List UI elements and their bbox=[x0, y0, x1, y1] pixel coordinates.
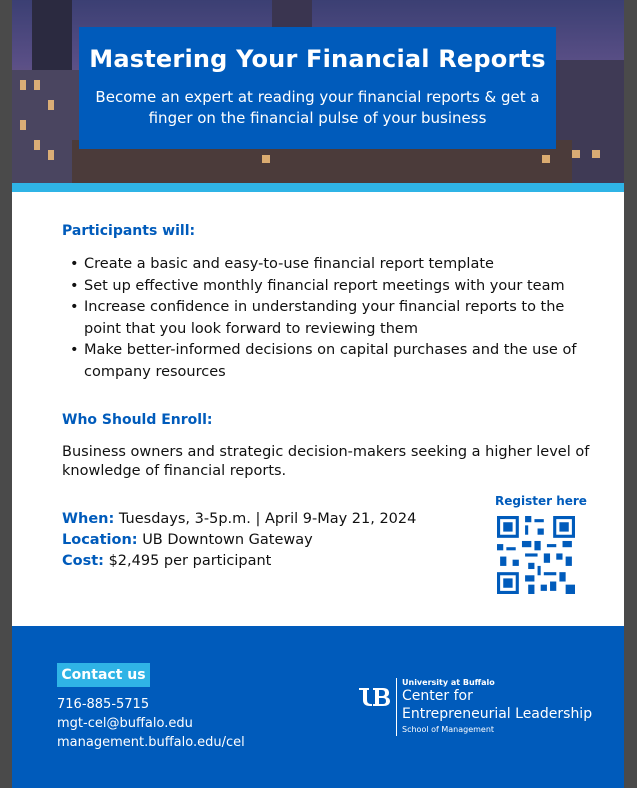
qr-code-icon[interactable] bbox=[497, 516, 575, 594]
logo-center-line2: Entrepreneurial Leadership bbox=[402, 706, 593, 722]
location-label: Location: bbox=[62, 532, 138, 548]
when-value: Tuesdays, 3-5p.m. | April 9-May 21, 2024 bbox=[118, 511, 417, 527]
when-row bbox=[62, 511, 416, 527]
participants-heading: Participants will: bbox=[62, 223, 196, 239]
flyer-page bbox=[12, 0, 624, 788]
contact-email[interactable]: mgt-cel@buffalo.edu bbox=[57, 716, 193, 731]
location-row bbox=[62, 532, 313, 548]
cost-value: $2,495 per participant bbox=[108, 553, 272, 569]
logo-divider bbox=[396, 678, 397, 736]
contact-phone[interactable]: 716-885-5715 bbox=[57, 697, 150, 712]
list-item: • Set up effective monthly financial report meetings with your team bbox=[62, 276, 582, 298]
page-title: Mastering Your Financial Reports bbox=[89, 45, 546, 73]
contact-website[interactable]: management.buffalo.edu/cel bbox=[57, 735, 245, 750]
when-label: When: bbox=[62, 511, 115, 527]
enroll-text: Business owners and strategic decision-makers seeking a higher level of knowledge of financial reports. bbox=[62, 444, 590, 479]
logo-school: School of Management bbox=[402, 725, 495, 734]
page-subtitle: Become an expert at reading your financial reports & get a finger on the financial pulse of your business bbox=[95, 88, 540, 127]
list-item: • Increase confidence in understanding your financial reports to the point that you look forward to reviewing them bbox=[62, 297, 582, 340]
cost-row bbox=[62, 553, 271, 569]
ub-cel-logo bbox=[358, 678, 598, 738]
location-value: UB Downtown Gateway bbox=[142, 532, 313, 548]
hero-accent-stripe bbox=[12, 183, 624, 192]
enroll-heading: Who Should Enroll: bbox=[62, 412, 213, 428]
footer bbox=[12, 626, 624, 788]
logo-center-line1: Center for bbox=[402, 688, 473, 704]
participants-list bbox=[62, 254, 582, 383]
title-box bbox=[79, 27, 556, 149]
contact-us-button[interactable]: Contact us bbox=[57, 663, 150, 687]
list-item: • Create a basic and easy-to-use financial report template bbox=[62, 254, 582, 276]
logo-university: University at Buffalo bbox=[402, 678, 495, 687]
register-label[interactable]: Register here bbox=[495, 494, 587, 508]
cost-label: Cost: bbox=[62, 553, 104, 569]
ub-monogram-icon bbox=[358, 686, 390, 708]
list-item: • Make better-informed decisions on capital purchases and the use of company resources bbox=[62, 340, 582, 383]
